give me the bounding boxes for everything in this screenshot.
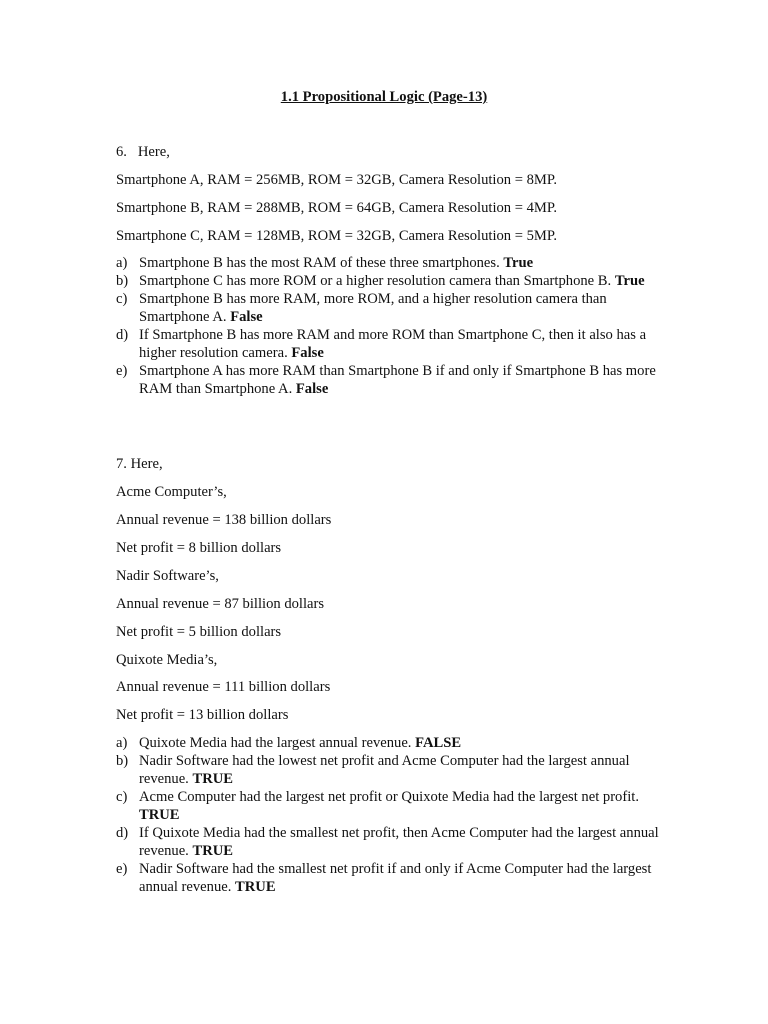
nadir-profit: Net profit = 5 billion dollars [116,624,282,640]
list-item [116,272,676,290]
statement-text: Quixote Media had the largest annual revenue. [139,735,416,751]
statement-text: Acme Computer had the largest net profit or Quixote Media had the largest net profit. [139,789,639,805]
statement-answer: False [295,381,329,397]
question-6-intro: 6. Here, [116,144,170,160]
list-item [116,788,676,824]
quixote-profit: Net profit = 13 billion dollars [116,707,289,723]
item-marker: c) [116,291,128,307]
item-marker: d) [116,825,129,841]
item-marker: e) [116,861,128,877]
item-marker: b) [116,753,129,769]
question-7-statements [116,734,676,896]
quixote-heading: Quixote Media’s, [116,652,218,668]
statement-text: Smartphone C has more ROM or a higher resolution camera than Smartphone B. [139,273,615,289]
acme-heading: Acme Computer’s, [116,484,227,500]
list-item [116,734,676,752]
list-item [116,254,676,272]
statement-answer: False [291,345,324,361]
list-item [116,326,676,362]
acme-revenue: Annual revenue = 138 billion dollars [116,512,332,528]
question-6-statements [116,254,676,398]
statement-text: Smartphone B has more RAM, more ROM, and a higher resolution camera than Smartphone A. [139,291,607,325]
smartphone-a-specs: Smartphone A, RAM = 256MB, ROM = 32GB, Camera Resolution = 8MP. [116,172,558,188]
statement-answer: FALSE [415,735,462,751]
page-title: 1.1 Propositional Logic (Page-13) [280,89,488,105]
list-item [116,362,676,398]
item-marker: d) [116,327,129,343]
item-marker: e) [116,363,128,379]
statement-answer: TRUE [139,807,180,823]
statement-text: Smartphone B has the most RAM of these three smartphones. [139,255,504,271]
statement-text: Nadir Software had the smallest net profit if and only if Acme Computer had the largest annual revenue. [139,861,652,895]
statement-answer: TRUE [192,771,234,787]
statement-text: If Quixote Media had the smallest net profit, then Acme Computer had the largest annual revenue. [139,825,659,859]
statement-text: If Smartphone B has more RAM and more ROM than Smartphone C, then it also has a higher resolution camera. [139,327,647,361]
item-marker: a) [116,735,128,751]
statement-text: Nadir Software had the lowest net profit and Acme Computer had the largest annual revenue. [139,753,630,787]
item-marker: b) [116,273,129,289]
quixote-revenue: Annual revenue = 111 billion dollars [116,679,331,695]
smartphone-c-specs: Smartphone C, RAM = 128MB, ROM = 32GB, Camera Resolution = 5MP. [116,228,558,244]
statement-text: Smartphone A has more RAM than Smartphone B if and only if Smartphone B has more RAM than Smartphone A. [139,363,656,397]
nadir-heading: Nadir Software’s, [116,568,219,584]
list-item [116,860,676,896]
list-item [116,290,676,326]
acme-profit: Net profit = 8 billion dollars [116,540,282,556]
nadir-revenue: Annual revenue = 87 billion dollars [116,596,325,612]
item-marker: c) [116,789,128,805]
statement-answer: True [503,255,534,271]
statement-answer: TRUE [235,879,276,895]
statement-answer: TRUE [192,843,234,859]
smartphone-b-specs: Smartphone B, RAM = 288MB, ROM = 64GB, Camera Resolution = 4MP. [116,200,558,216]
item-marker: a) [116,255,128,271]
list-item [116,824,676,860]
question-7-intro: 7. Here, [116,456,163,472]
statement-answer: True [614,273,645,289]
list-item [116,752,676,788]
statement-answer: False [230,309,263,325]
